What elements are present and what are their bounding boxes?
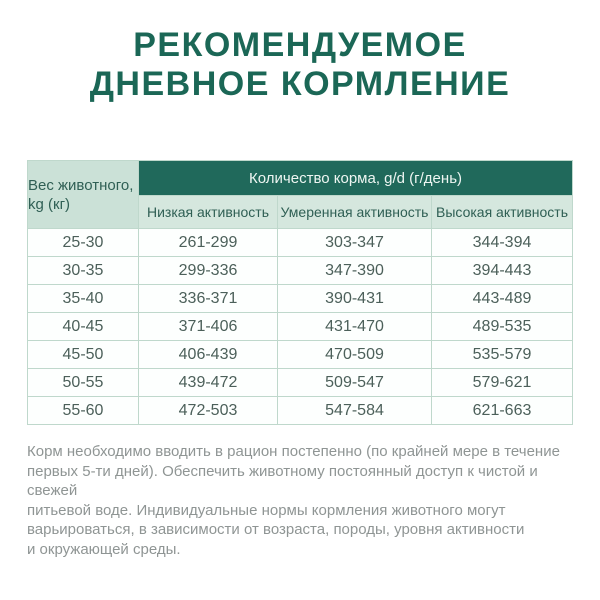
high-activity-cell: 443-489 bbox=[432, 285, 573, 313]
low-activity-cell: 439-472 bbox=[139, 369, 278, 397]
weight-header-line2: kg (кг) bbox=[28, 195, 71, 213]
table-row bbox=[28, 229, 573, 257]
moderate-activity-cell: 509-547 bbox=[278, 369, 432, 397]
high-activity-header: Высокая активность bbox=[432, 196, 573, 229]
weight-cell: 30-35 bbox=[28, 257, 139, 285]
high-activity-cell: 535-579 bbox=[432, 341, 573, 369]
weight-header-line1: Вес животного, bbox=[28, 176, 134, 194]
table-body bbox=[28, 229, 573, 425]
table-row bbox=[28, 313, 573, 341]
weight-cell: 50-55 bbox=[28, 369, 139, 397]
low-activity-cell: 371-406 bbox=[139, 313, 278, 341]
low-activity-cell: 472-503 bbox=[139, 397, 278, 425]
low-activity-cell: 406-439 bbox=[139, 341, 278, 369]
moderate-activity-cell: 547-584 bbox=[278, 397, 432, 425]
high-activity-cell: 579-621 bbox=[432, 369, 573, 397]
moderate-activity-cell: 303-347 bbox=[278, 229, 432, 257]
weight-cell: 55-60 bbox=[28, 397, 139, 425]
footnote-line: питьевой воде. Индивидуальные нормы кормления животного могут bbox=[27, 501, 506, 519]
footnote-line: Корм необходимо вводить в рацион постепенно (по крайней мере в течение bbox=[27, 443, 560, 460]
high-activity-cell: 344-394 bbox=[432, 229, 573, 257]
low-activity-cell: 261-299 bbox=[139, 229, 278, 257]
high-activity-cell: 621-663 bbox=[432, 397, 573, 425]
weight-cell: 35-40 bbox=[28, 285, 139, 313]
table-header-row-top bbox=[28, 161, 573, 196]
feeding-table bbox=[27, 160, 573, 425]
weight-cell: 40-45 bbox=[28, 313, 139, 341]
table-row bbox=[28, 369, 573, 397]
weight-column-header bbox=[28, 161, 139, 229]
moderate-activity-cell: 470-509 bbox=[278, 341, 432, 369]
table-row bbox=[28, 397, 573, 425]
table-row bbox=[28, 341, 573, 369]
footnote-line: первых 5-ти дней). Обеспечить животному постоянный доступ к чистой и свежей bbox=[27, 462, 538, 499]
high-activity-cell: 489-535 bbox=[432, 313, 573, 341]
food-amount-header: Количество корма, g/d (г/день) bbox=[139, 161, 573, 196]
page-title-line1: РЕКОМЕНДУЕМОЕ bbox=[133, 26, 467, 64]
weight-cell: 25-30 bbox=[28, 229, 139, 257]
feeding-footnote bbox=[27, 442, 582, 559]
high-activity-cell: 394-443 bbox=[432, 257, 573, 285]
moderate-activity-header: Умеренная активность bbox=[278, 196, 432, 229]
table-row bbox=[28, 285, 573, 313]
moderate-activity-cell: 431-470 bbox=[278, 313, 432, 341]
footnote-line: варьироваться, в зависимости от возраста, породы, уровня активности bbox=[27, 521, 525, 538]
footnote-line: и окружающей среды. bbox=[27, 540, 181, 558]
low-activity-header: Низкая активность bbox=[139, 196, 278, 229]
table-row bbox=[28, 257, 573, 285]
page-title-line2: ДНЕВНОЕ КОРМЛЕНИЕ bbox=[89, 65, 511, 103]
low-activity-cell: 336-371 bbox=[139, 285, 278, 313]
weight-cell: 45-50 bbox=[28, 341, 139, 369]
moderate-activity-cell: 347-390 bbox=[278, 257, 432, 285]
moderate-activity-cell: 390-431 bbox=[278, 285, 432, 313]
low-activity-cell: 299-336 bbox=[139, 257, 278, 285]
page-title bbox=[0, 0, 600, 104]
